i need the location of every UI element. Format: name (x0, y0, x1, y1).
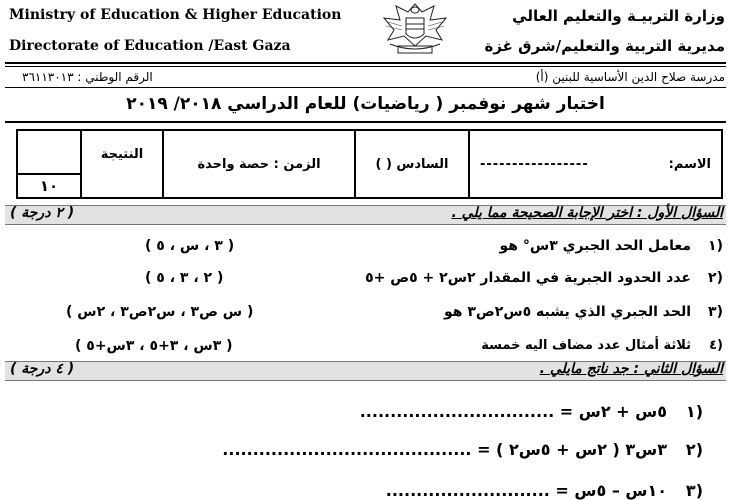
q2-item-2-num: ٢) (685, 440, 703, 459)
q1-item-1-choices[interactable]: ( ٣ ، س ، ٥ ) (145, 238, 235, 254)
school-divider (5, 87, 726, 88)
q1-item-3-text: الحد الجبري الذي يشبه ٥س٢ص٣ هو (444, 304, 691, 320)
name-dashes: ----------------- (480, 156, 589, 172)
q1-item-2-num: ٢) (708, 270, 723, 286)
question-2-title: السؤال الثاني : جد ناتج مايلي . (539, 361, 723, 377)
q1-item-3-choices[interactable]: ( س ص٣ ، س٢ص٣ ، ٢س ) (66, 304, 254, 320)
time-label: الزمن : حصة واحدة (197, 156, 321, 172)
q1-item-1-text: معامل الحد الجبري ٣س° هو (499, 238, 691, 254)
q2-item-3-num: ٣) (685, 481, 703, 500)
question-1-marks: ( ٢ درجة ) (10, 205, 75, 221)
header-divider (5, 62, 726, 64)
ministry-arabic: وزارة التربيـة والتعليم العالي (512, 7, 725, 25)
title-divider (5, 121, 726, 123)
q1-item-4-choices[interactable]: ( ٣س ، ٣+٥ ، ٣س+٥ ) (75, 338, 233, 354)
total-score: ١٠ (17, 174, 81, 198)
student-info-table (16, 129, 723, 199)
q1-item-1-num: ١) (708, 238, 723, 254)
grade-label: السادس ( ) (375, 156, 449, 172)
q2-item-3-text[interactable]: ١٠س – ٥س = ........................... (385, 481, 667, 500)
exam-title: اختبار شهر نوفمبر ( رياضيات) للعام الدراسي ٢٠١٨/ ٢٠١٩ (126, 94, 605, 114)
national-number: الرقم الوطني : ٣٦١١٣٠١٣ (22, 70, 153, 84)
result-label: النتيجة (100, 147, 144, 162)
palestine-emblem-logo (376, 0, 454, 58)
name-cell[interactable] (469, 130, 722, 198)
q1-item-2-choices[interactable]: ( ٢ ، ٣ ، ٥ ) (145, 270, 224, 286)
result-cell (81, 130, 163, 198)
ministry-english: Ministry of Education & Higher Education (9, 7, 342, 23)
question-2-marks: ( ٤ درجة ) (10, 361, 75, 377)
q1-item-4-text: ثلاثة أمثال عدد مضاف اليه خمسة (481, 338, 691, 353)
q2-item-1-num: ١) (685, 402, 703, 421)
school-name: مدرسة صلاح الدين الأساسية للبنين (أ) (535, 70, 725, 84)
name-label: الاسم: (668, 156, 711, 172)
directorate-arabic: مديرية التربية والتعليم/شرق غزة (484, 37, 725, 55)
q2-item-1-text[interactable]: ٥س + ٢س = ................................ (359, 402, 667, 421)
q2-item-2-text[interactable]: ٣س٣ ( ٢س + ٥س٢ ) = ......................................... (222, 440, 667, 459)
grade-cell (355, 130, 469, 198)
question-1-title: السؤال الأول : اختر الإجابة الصحيحة مما يلي . (451, 205, 723, 221)
q1-item-4-num: ٤) (709, 338, 723, 353)
total-score-cell (17, 130, 81, 174)
directorate-english: Directorate of Education /East Gaza (9, 38, 291, 54)
q1-item-3-num: ٣) (708, 304, 723, 320)
q1-item-2-text: عدد الحدود الجبرية في المقدار ٢س٢ + ٥ص +٥ (365, 270, 691, 286)
header-divider-thin (5, 66, 726, 67)
time-cell (163, 130, 355, 198)
